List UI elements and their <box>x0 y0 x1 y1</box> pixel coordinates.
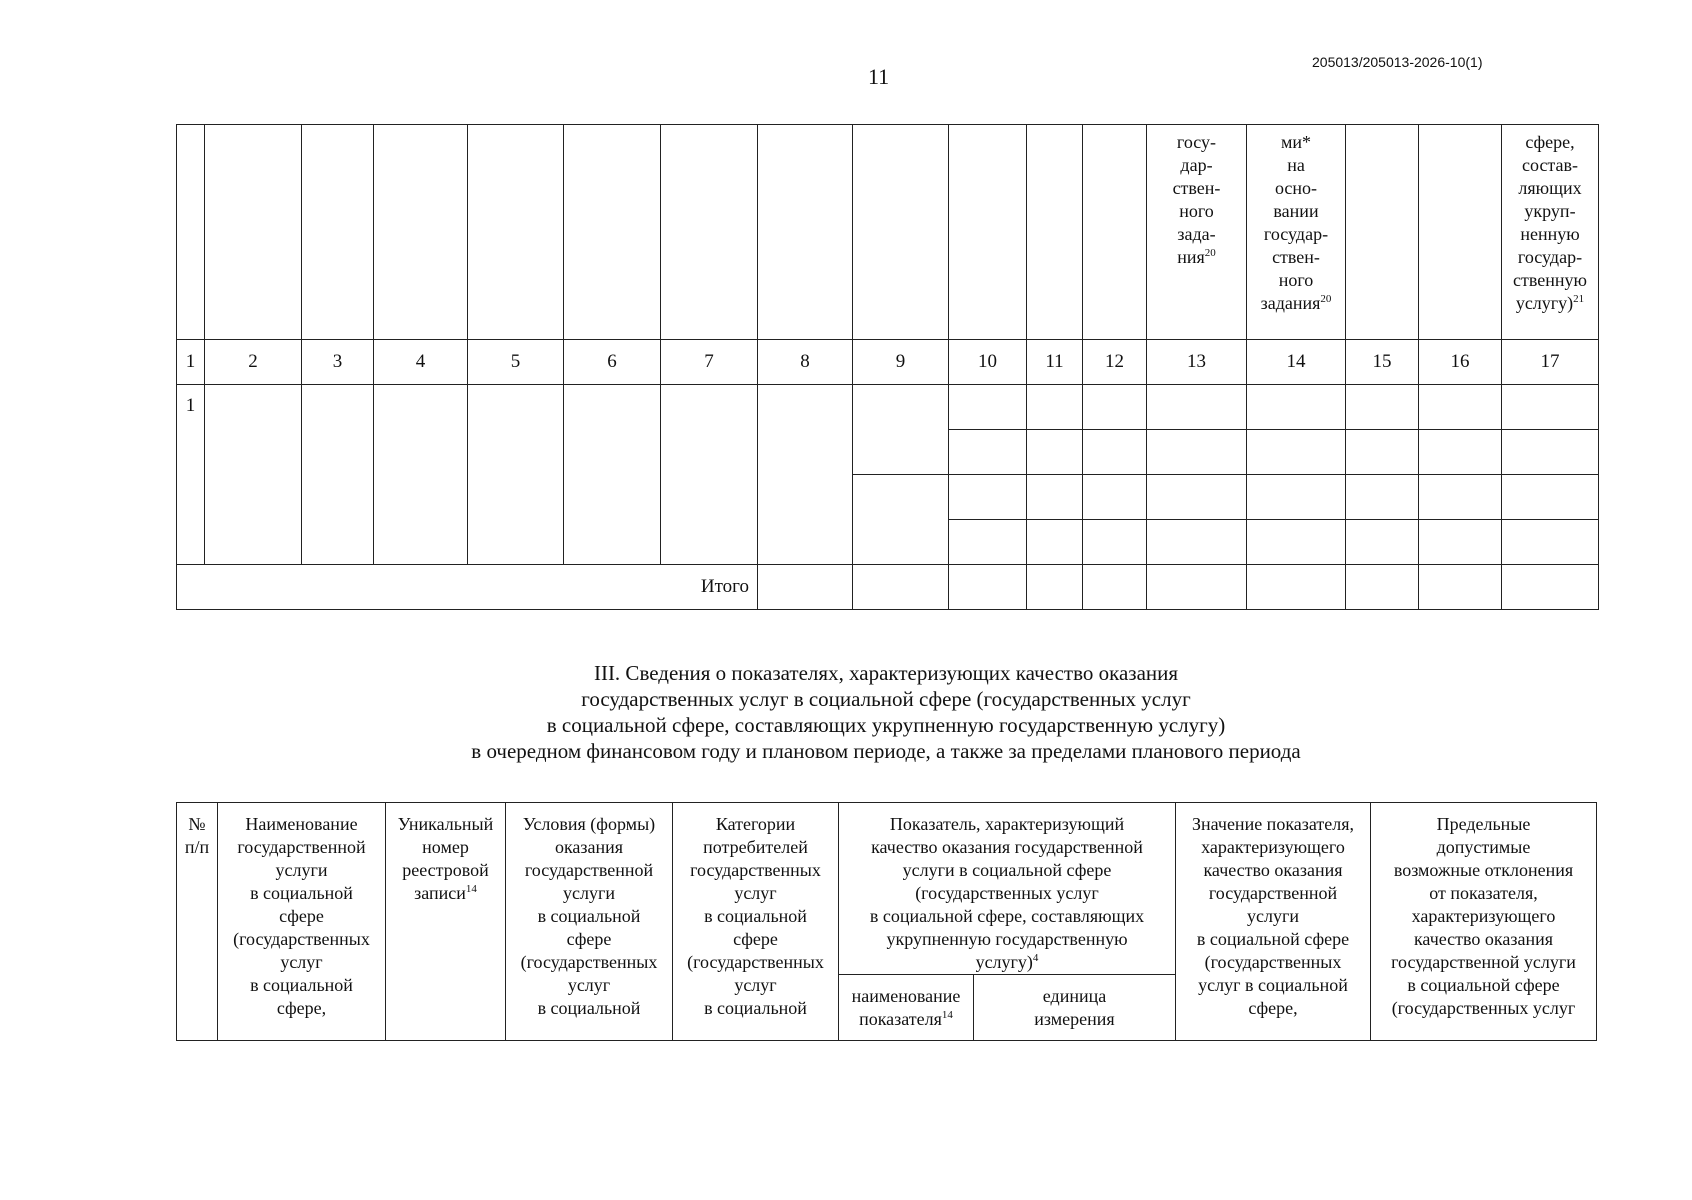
header-indicator-value: Значение показателя, характеризующего качество оказания государственной услуги в социальной сфере (государственных услуг в социальной сфере, <box>1176 803 1371 1041</box>
header-conditions: Условия (формы) оказания государственной услуги в социальной сфере (государственных услуг в социальной <box>506 803 673 1041</box>
column-number: 14 <box>1247 340 1346 385</box>
t1-header-col10 <box>949 125 1027 340</box>
t1-header-col6 <box>564 125 661 340</box>
table-cell <box>1502 385 1599 430</box>
table-cell <box>1027 385 1083 430</box>
t1-header-col11 <box>1027 125 1083 340</box>
table-cell <box>1247 385 1346 430</box>
table-cell <box>1027 475 1083 520</box>
table-cell <box>949 520 1027 565</box>
column-number-row <box>177 340 1599 385</box>
total-label: Итого <box>177 565 758 610</box>
column-number: 12 <box>1083 340 1147 385</box>
column-number: 16 <box>1419 340 1502 385</box>
table-cell <box>1247 475 1346 520</box>
table-cell <box>758 385 853 565</box>
table-cell <box>1083 565 1147 610</box>
footnote-ref: 20 <box>1204 247 1216 259</box>
table-cell <box>949 430 1027 475</box>
column-number: 1 <box>177 340 205 385</box>
header-indicator-name <box>839 975 974 1041</box>
t1-header-col7 <box>661 125 758 340</box>
services-volume-table <box>176 124 1599 610</box>
t1-header-col8 <box>758 125 853 340</box>
table-cell <box>1083 475 1147 520</box>
t1-header-col5 <box>468 125 564 340</box>
table-cell <box>1147 430 1247 475</box>
table-cell <box>758 565 853 610</box>
table-cell <box>661 385 758 565</box>
header-indicator-name-text: наименование показателя <box>851 986 961 1029</box>
table-cell <box>1027 430 1083 475</box>
column-number: 10 <box>949 340 1027 385</box>
section-heading <box>176 660 1596 764</box>
table-cell <box>302 385 374 565</box>
table-cell <box>1147 475 1247 520</box>
table-cell <box>1502 430 1599 475</box>
header-service-name: Наименование государственной услуги в социальной сфере (государственных услуг в социальной сфере, <box>218 803 386 1041</box>
column-number: 7 <box>661 340 758 385</box>
table-cell <box>1247 520 1346 565</box>
heading-line: в социальной сфере, составляющих укрупненную государственную услугу) <box>546 713 1226 737</box>
table-cell <box>1502 565 1599 610</box>
quality-indicators-table <box>176 802 1597 1041</box>
table-cell <box>1419 475 1502 520</box>
table-cell <box>1147 520 1247 565</box>
table-cell <box>949 565 1027 610</box>
table-cell <box>468 385 564 565</box>
column-number: 17 <box>1502 340 1599 385</box>
table-cell <box>1419 520 1502 565</box>
header-indicator-text: Показатель, характеризующий качество оказания государственной услуги в социальной сфере (государственных услуг в социальной сфере, составляющих укрупненную государственную услугу) <box>869 814 1145 972</box>
t1-header-col4 <box>374 125 468 340</box>
footnote-ref: 14 <box>941 1009 953 1021</box>
table2-header-row <box>177 803 1597 975</box>
table-cell <box>1419 430 1502 475</box>
table-cell <box>1346 430 1419 475</box>
heading-line: государственных услуг в социальной сфере (государственных услуг <box>581 687 1191 711</box>
t1-header-col14-text: ми* на осно- вании государ- ствен- ного задания <box>1260 132 1329 313</box>
table-cell <box>374 385 468 565</box>
t1-header-col13-text: госу- дар- ствен- ного зада- ния <box>1172 132 1221 267</box>
column-number: 13 <box>1147 340 1247 385</box>
table-cell <box>1027 520 1083 565</box>
column-number: 2 <box>205 340 302 385</box>
table-cell <box>949 385 1027 430</box>
table-cell <box>1346 475 1419 520</box>
table-cell <box>853 385 949 475</box>
t1-header-col17 <box>1502 125 1599 340</box>
table-cell <box>853 475 949 565</box>
table-cell <box>1502 520 1599 565</box>
t1-header-col13 <box>1147 125 1247 340</box>
header-deviation: Предельные допустимые возможные отклонения от показателя, характеризующего качество оказания государственной услуги в социальной сфере (государственных услуг <box>1371 803 1597 1041</box>
t1-header-col1 <box>177 125 205 340</box>
t1-header-col15 <box>1346 125 1419 340</box>
table-cell <box>1419 565 1502 610</box>
table-cell <box>1083 520 1147 565</box>
table-cell <box>1346 385 1419 430</box>
heading-line: в очередном финансовом году и плановом периоде, а также за пределами планового периода <box>471 739 1301 763</box>
t1-header-col14 <box>1247 125 1346 340</box>
total-row <box>177 565 1599 610</box>
footnote-ref: 14 <box>465 883 477 895</box>
table-cell <box>1247 430 1346 475</box>
table-cell <box>1419 385 1502 430</box>
footnote-ref: 21 <box>1573 293 1585 305</box>
header-unique-number-text: Уникальный номер реестровой записи <box>397 814 494 903</box>
table-cell <box>564 385 661 565</box>
table-cell <box>1147 385 1247 430</box>
column-number: 11 <box>1027 340 1083 385</box>
row-number: 1 <box>177 385 205 565</box>
column-number: 15 <box>1346 340 1419 385</box>
page-number: 11 <box>868 64 890 89</box>
table-cell <box>1083 385 1147 430</box>
table-cell <box>1027 565 1083 610</box>
table-cell <box>1502 475 1599 520</box>
t1-header-col16 <box>1419 125 1502 340</box>
header-unique-number <box>386 803 506 1041</box>
document-code: 205013/205013-2026-10(1) <box>1312 54 1483 70</box>
heading-line: III. Сведения о показателях, характеризующих качество оказания <box>593 661 1179 685</box>
t1-header-col3 <box>302 125 374 340</box>
table-cell <box>1346 520 1419 565</box>
column-number: 9 <box>853 340 949 385</box>
table-row <box>177 385 1599 430</box>
t1-header-col2 <box>205 125 302 340</box>
column-number: 5 <box>468 340 564 385</box>
column-number: 8 <box>758 340 853 385</box>
column-number: 6 <box>564 340 661 385</box>
header-number: № п/п <box>177 803 218 1041</box>
column-number: 3 <box>302 340 374 385</box>
footnote-ref: 4 <box>1032 952 1039 964</box>
column-number: 4 <box>374 340 468 385</box>
table-cell <box>1147 565 1247 610</box>
header-indicator-unit: единица измерения <box>974 975 1176 1041</box>
t1-header-col12 <box>1083 125 1147 340</box>
table-cell <box>1083 430 1147 475</box>
footnote-ref: 20 <box>1320 293 1332 305</box>
table1-header-row <box>177 125 1599 340</box>
table-cell <box>1247 565 1346 610</box>
header-categories: Категории потребителей государственных услуг в социальной сфере (государственных услуг в социальной <box>673 803 839 1041</box>
table-cell <box>853 565 949 610</box>
header-indicator <box>839 803 1176 975</box>
table-cell <box>1346 565 1419 610</box>
table-cell <box>205 385 302 565</box>
t1-header-col9 <box>853 125 949 340</box>
table-cell <box>949 475 1027 520</box>
t1-header-col17-text: сфере, состав- ляющих укруп- ненную государ- ственную услугу) <box>1513 132 1587 313</box>
